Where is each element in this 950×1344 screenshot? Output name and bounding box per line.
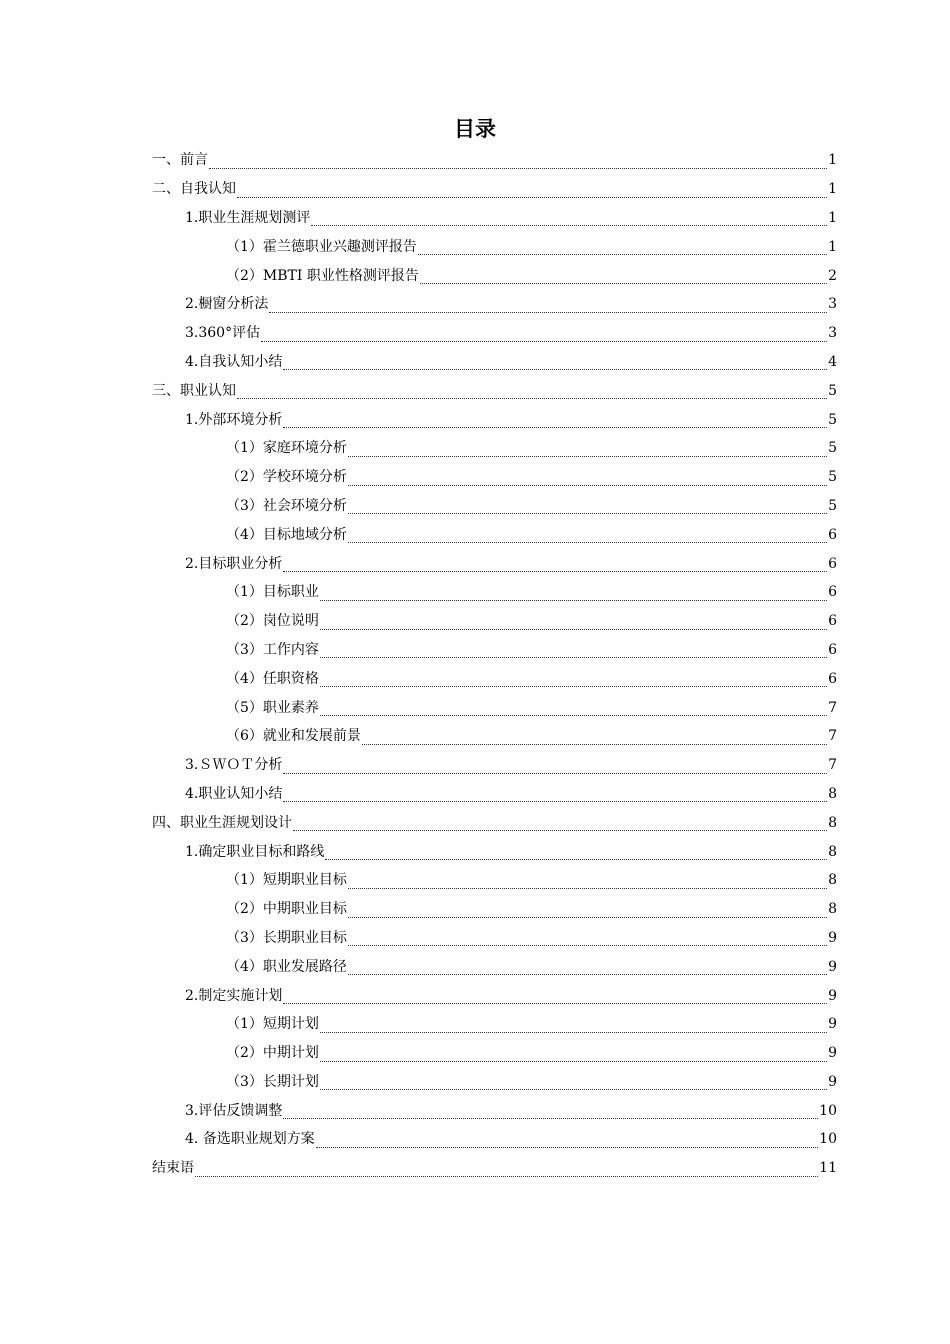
toc-entry-text: （4）职业发展路径 <box>226 958 347 975</box>
toc-entry[interactable] <box>0 261 950 290</box>
toc-page-number: 3 <box>828 296 837 313</box>
toc-page-number: 8 <box>828 901 837 918</box>
toc-dot-leader <box>348 944 827 946</box>
toc-entry[interactable] <box>0 780 950 809</box>
toc-entry[interactable] <box>0 204 950 233</box>
toc-entry[interactable] <box>0 866 950 895</box>
toc-entry-text: 1.确定职业目标和路线 <box>185 843 325 860</box>
toc-dot-leader <box>237 397 827 399</box>
toc-dot-leader <box>348 455 827 457</box>
toc-dot-leader <box>320 1088 827 1090</box>
toc-dot-leader <box>320 1060 827 1062</box>
toc-entry-text: 一、前言 <box>152 152 208 169</box>
toc-page-number: 8 <box>828 785 837 802</box>
toc-entry[interactable] <box>0 952 950 981</box>
toc-page-number: 10 <box>819 1102 837 1119</box>
toc-entry[interactable] <box>0 693 950 722</box>
toc-page-number: 7 <box>828 699 837 716</box>
toc-page-number: 8 <box>828 872 837 889</box>
toc-entry-text: （4）任职资格 <box>226 670 319 687</box>
toc-entry[interactable] <box>0 1039 950 1068</box>
toc-dot-leader <box>320 685 827 687</box>
toc-dot-leader <box>320 714 827 716</box>
toc-entry-text: （2）MBTI 职业性格测评报告 <box>226 267 419 284</box>
toc-page-number: 1 <box>828 152 837 169</box>
toc-page-number: 5 <box>828 411 837 428</box>
toc-entry[interactable] <box>0 434 950 463</box>
toc-entry-text: 4.职业认知小结 <box>185 785 283 802</box>
toc-entry-text: （2）岗位说明 <box>226 613 319 630</box>
toc-page-number: 9 <box>828 929 837 946</box>
toc-entry[interactable] <box>0 895 950 924</box>
toc-entry-text: （2）中期职业目标 <box>226 901 347 918</box>
toc-dot-leader <box>283 800 827 802</box>
toc-dot-leader <box>420 282 827 284</box>
toc-entry[interactable] <box>0 520 950 549</box>
toc-page-number: 5 <box>828 440 837 457</box>
toc-page-number: 1 <box>828 238 837 255</box>
toc-dot-leader <box>348 484 827 486</box>
toc-page-number: 6 <box>828 526 837 543</box>
toc-dot-leader <box>261 340 827 342</box>
toc-entry-text: （2）学校环境分析 <box>226 469 347 486</box>
toc-entry-text: 4. 备选职业规划方案 <box>185 1131 315 1148</box>
toc-page-number: 6 <box>828 641 837 658</box>
toc-entry-text: 2.目标职业分析 <box>185 555 283 572</box>
toc-title: 目录 <box>454 117 496 141</box>
toc-entry-text: 三、职业认知 <box>152 382 236 399</box>
toc-entry-text: （3）长期职业目标 <box>226 929 347 946</box>
toc-entry-text: 四、职业生涯规划设计 <box>152 814 292 831</box>
toc-entry[interactable] <box>0 376 950 405</box>
toc-dot-leader <box>320 1031 827 1033</box>
toc-page-number: 6 <box>828 613 837 630</box>
toc-entry[interactable] <box>0 175 950 204</box>
toc-dot-leader <box>316 1146 818 1148</box>
toc-entry[interactable] <box>0 981 950 1010</box>
toc-dot-leader <box>237 196 827 198</box>
toc-entry[interactable] <box>0 808 950 837</box>
toc-dot-leader <box>283 570 827 572</box>
toc-dot-leader <box>348 512 827 514</box>
toc-entry-text: 1.职业生涯规划测评 <box>185 209 311 226</box>
toc-entry-text: （1）霍兰德职业兴趣测评报告 <box>226 238 417 255</box>
toc-entry[interactable] <box>0 1010 950 1039</box>
toc-page-number: 8 <box>828 843 837 860</box>
toc-page-number: 7 <box>828 757 837 774</box>
toc-entry-text: 3.ＳＷＯＴ分析 <box>185 757 283 774</box>
toc-entry-text: （1）目标职业 <box>226 584 319 601</box>
toc-page-number: 4 <box>828 353 837 370</box>
toc-entry[interactable] <box>0 1096 950 1125</box>
toc-page-number: 1 <box>828 209 837 226</box>
toc-page-number: 7 <box>828 728 837 745</box>
toc-entry[interactable] <box>0 232 950 261</box>
toc-page-number: 9 <box>828 987 837 1004</box>
toc-entry-text: 3.评估反馈调整 <box>185 1102 283 1119</box>
toc-page-number: 6 <box>828 670 837 687</box>
toc-dot-leader <box>269 311 827 313</box>
toc-page-number: 5 <box>828 382 837 399</box>
toc-dot-leader <box>320 656 827 658</box>
toc-entry[interactable] <box>0 636 950 665</box>
toc-dot-leader <box>293 829 827 831</box>
toc-dot-leader <box>283 772 827 774</box>
toc-entry[interactable] <box>0 924 950 953</box>
toc-page-number: 9 <box>828 1016 837 1033</box>
toc-entry[interactable] <box>0 607 950 636</box>
toc-entry[interactable] <box>0 751 950 780</box>
toc-entry[interactable] <box>0 1068 950 1097</box>
toc-dot-leader <box>195 1175 818 1177</box>
toc-entry[interactable] <box>0 492 950 521</box>
toc-entry[interactable] <box>0 405 950 434</box>
toc-page-number: 6 <box>828 584 837 601</box>
toc-page-number: 9 <box>828 1073 837 1090</box>
toc-page-number: 8 <box>828 814 837 831</box>
toc-dot-leader <box>320 599 827 601</box>
toc-page-number: 5 <box>828 497 837 514</box>
toc-dot-leader <box>283 368 827 370</box>
toc-entry-text: （2）中期计划 <box>226 1045 319 1062</box>
toc-entry[interactable] <box>0 549 950 578</box>
toc-page-number: 1 <box>828 181 837 198</box>
toc-entry[interactable] <box>0 146 950 175</box>
toc-entry[interactable] <box>0 664 950 693</box>
toc-page-number: 2 <box>828 267 837 284</box>
toc-page-number: 3 <box>828 325 837 342</box>
toc-entry-text: （4）目标地域分析 <box>226 526 347 543</box>
toc-page-number: 5 <box>828 469 837 486</box>
toc-page-number: 9 <box>828 958 837 975</box>
toc-entry-text: （1）家庭环境分析 <box>226 440 347 457</box>
toc-entry-text: （1）短期计划 <box>226 1016 319 1033</box>
toc-entry-text: 2.橱窗分析法 <box>185 296 269 313</box>
toc-page-number: 11 <box>819 1160 837 1177</box>
toc-dot-leader <box>311 224 827 226</box>
toc-dot-leader <box>348 541 827 543</box>
toc-entry-text: （3）社会环境分析 <box>226 497 347 514</box>
toc-dot-leader <box>325 858 827 860</box>
toc-page-number: 10 <box>819 1131 837 1148</box>
toc-dot-leader <box>209 167 827 169</box>
toc-entry[interactable] <box>0 1125 950 1154</box>
toc-dot-leader <box>348 887 827 889</box>
toc-dot-leader <box>320 628 827 630</box>
toc-entry-text: （3）长期计划 <box>226 1073 319 1090</box>
toc-entry-text: 3.360°评估 <box>185 325 261 342</box>
toc-entry[interactable] <box>0 722 950 751</box>
toc-entry-text: 2.制定实施计划 <box>185 987 283 1004</box>
table-of-contents <box>0 146 950 1183</box>
toc-page-number: 9 <box>828 1045 837 1062</box>
toc-entry-text: 二、自我认知 <box>152 181 236 198</box>
toc-entry[interactable] <box>0 290 950 319</box>
toc-entry-text: （1）短期职业目标 <box>226 872 347 889</box>
toc-entry-text: （6）就业和发展前景 <box>226 728 361 745</box>
toc-entry-text: 4.自我认知小结 <box>185 353 283 370</box>
toc-dot-leader <box>348 973 827 975</box>
toc-entry[interactable] <box>0 319 950 348</box>
toc-dot-leader <box>283 426 827 428</box>
toc-entry-text: 1.外部环境分析 <box>185 411 283 428</box>
toc-dot-leader <box>283 1002 827 1004</box>
toc-page-number: 6 <box>828 555 837 572</box>
toc-dot-leader <box>283 1117 818 1119</box>
toc-entry[interactable] <box>0 578 950 607</box>
toc-dot-leader <box>418 253 827 255</box>
toc-dot-leader <box>348 916 827 918</box>
toc-entry-text: （3）工作内容 <box>226 641 319 658</box>
toc-entry[interactable] <box>0 463 950 492</box>
toc-entry-text: （5）职业素养 <box>226 699 319 716</box>
toc-dot-leader <box>362 743 827 745</box>
toc-entry[interactable] <box>0 837 950 866</box>
toc-entry[interactable] <box>0 1154 950 1183</box>
toc-entry[interactable] <box>0 348 950 377</box>
toc-entry-text: 结束语 <box>152 1160 194 1177</box>
